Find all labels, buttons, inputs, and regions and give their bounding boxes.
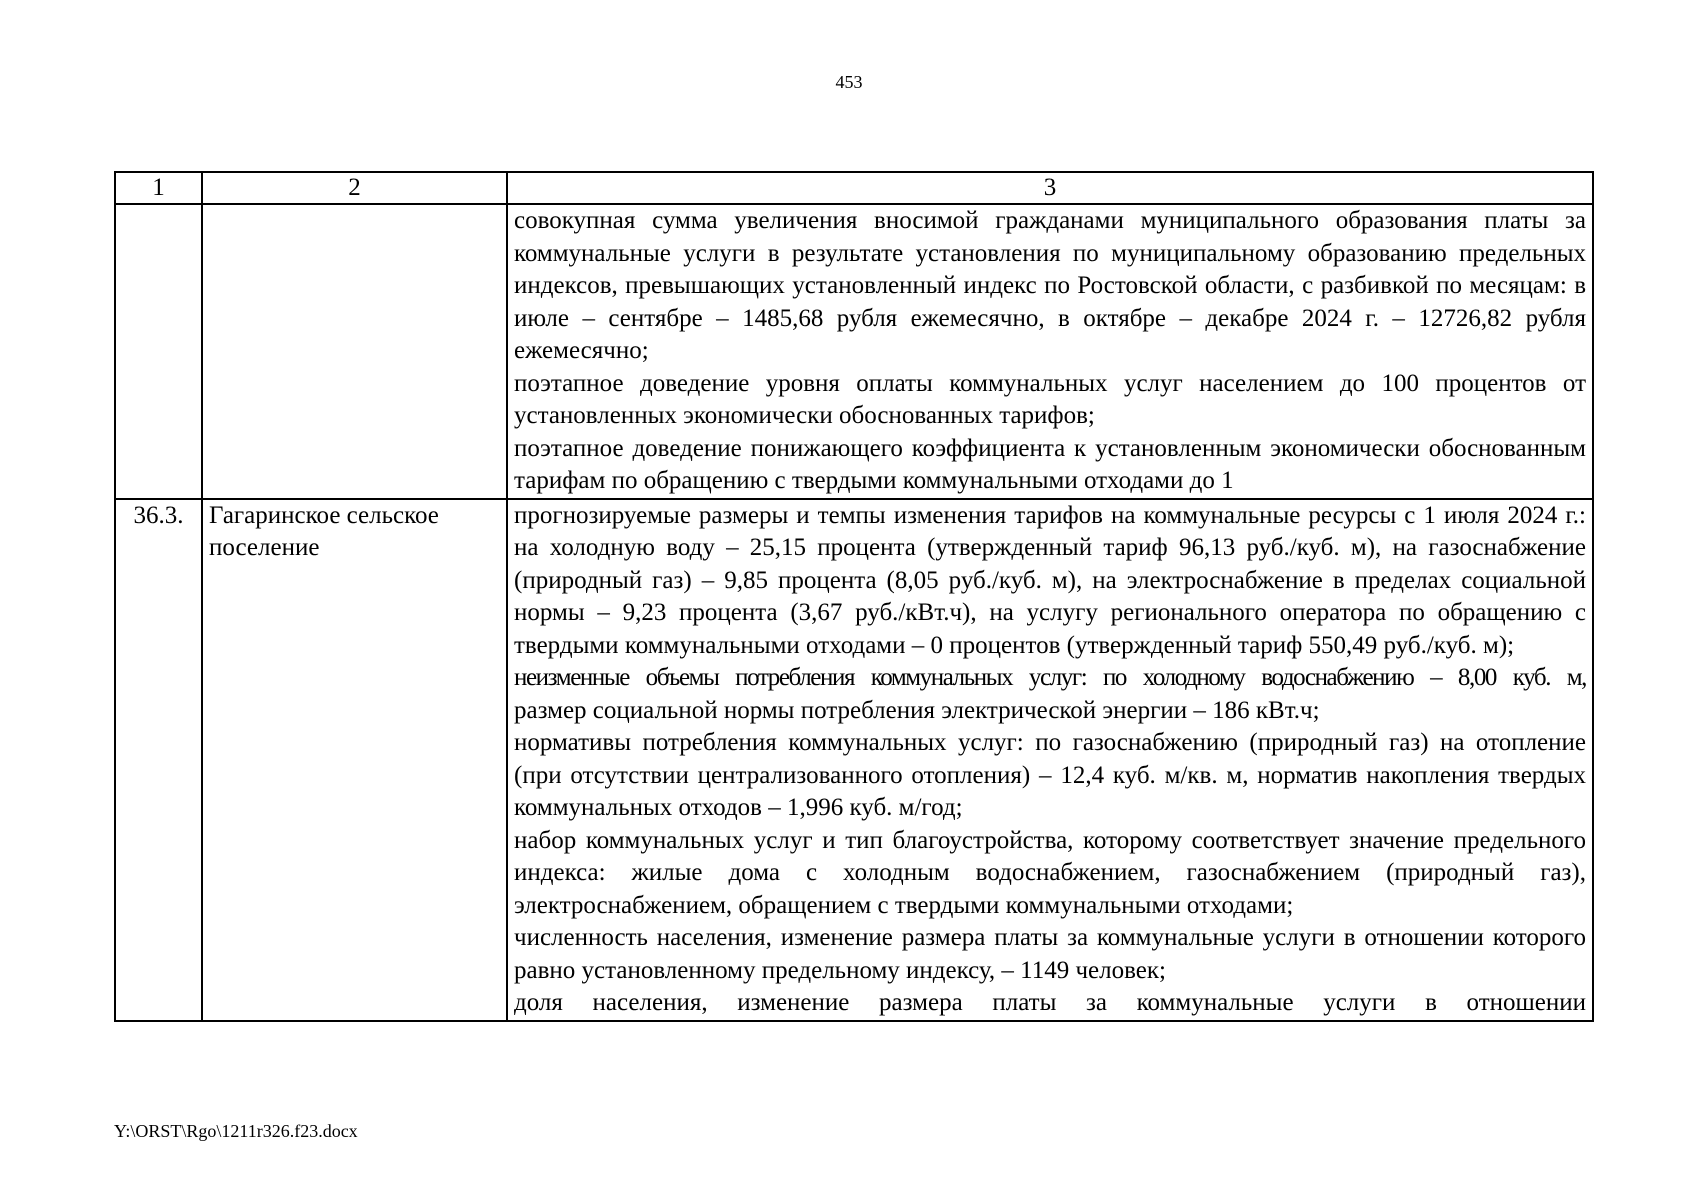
row-content (507, 204, 1593, 499)
paragraph: неизменные объемы потребления коммунальных услуг: по холодному водоснабжению – 8,00 куб. м, (514, 664, 1586, 691)
paragraph: поэтапное доведение понижающего коэффициента к установленным экономически обоснованным тарифам по обращению с твердыми коммунальными отходами до 1 (514, 434, 1586, 494)
footer-file-path: Y:\ORST\Rgo\1211r326.f23.docx (114, 1121, 358, 1141)
paragraph: численность населения, изменение размера платы за коммунальные услуги в отношении которого равно установленному предельному индексу, – 1149 человек; (514, 924, 1586, 984)
table-row (115, 204, 1593, 499)
paragraph: доля населения, изменение размера платы за коммунальные услуги в отношении (514, 989, 1586, 1016)
row-content (507, 499, 1593, 1021)
row-name: Гагаринское сельское поселение (202, 499, 507, 1021)
paragraph: набор коммунальных услуг и тип благоустройства, которому соответствует значение предельного индекса: жилые дома с холодным водоснабжением, газоснабжением (природный газ), электроснабжением, обращением с твердыми коммунальными отходами; (514, 826, 1586, 919)
row-number (115, 204, 202, 499)
paragraph: размер социальной нормы потребления электрической энергии – 186 кВт.ч; (514, 696, 1320, 724)
paragraph: прогнозируемые размеры и темпы изменения тарифов на коммунальные ресурсы с 1 июля 2024 г.: на холодную воду – 25,15 процента (утвержденный тариф 96,13 руб./куб. м), на газоснабжение (природный газ) – 9,85 процента (8,05 руб./куб. м), на электроснабжение в пределах социальной нормы – 9,23 процента (3,67 руб./кВт.ч), на услугу регионального оператора по обращению с твердыми коммунальными отходами – 0 процентов (утвержденный тариф 550,49 руб./куб. м); (514, 501, 1586, 659)
paragraph: совокупная сумма увеличения вносимой гражданами муниципального образования платы за коммунальные услуги в результате установления по муниципальному образованию предельных индексов, превышающих установленный индекс по Ростовской области, с разбивкой по месяцам: в июле – сентябре – 1485,68 рубля ежемесячно, в октябре – декабре 2024 г. – 12726,82 рубля ежемесячно; (514, 207, 1586, 364)
table-header-row (115, 172, 1593, 204)
row-name (202, 204, 507, 499)
column-header-1: 1 (115, 172, 202, 204)
paragraph: поэтапное доведение уровня оплаты коммунальных услуг населением до 100 процентов от установленных экономически обоснованных тарифов; (514, 369, 1586, 429)
column-header-3: 3 (507, 172, 1593, 204)
row-number: 36.3. (115, 499, 202, 1021)
paragraph: нормативы потребления коммунальных услуг: по газоснабжению (природный газ) на отопление (при отсутствии централизованного отопления) – 12,4 куб. м/кв. м, норматив накопления твердых коммунальных отходов – 1,996 куб. м/год; (514, 729, 1586, 821)
column-header-2: 2 (202, 172, 507, 204)
page-number: 453 (835, 72, 863, 92)
table-row (115, 499, 1593, 1021)
document-table (114, 171, 1594, 1022)
